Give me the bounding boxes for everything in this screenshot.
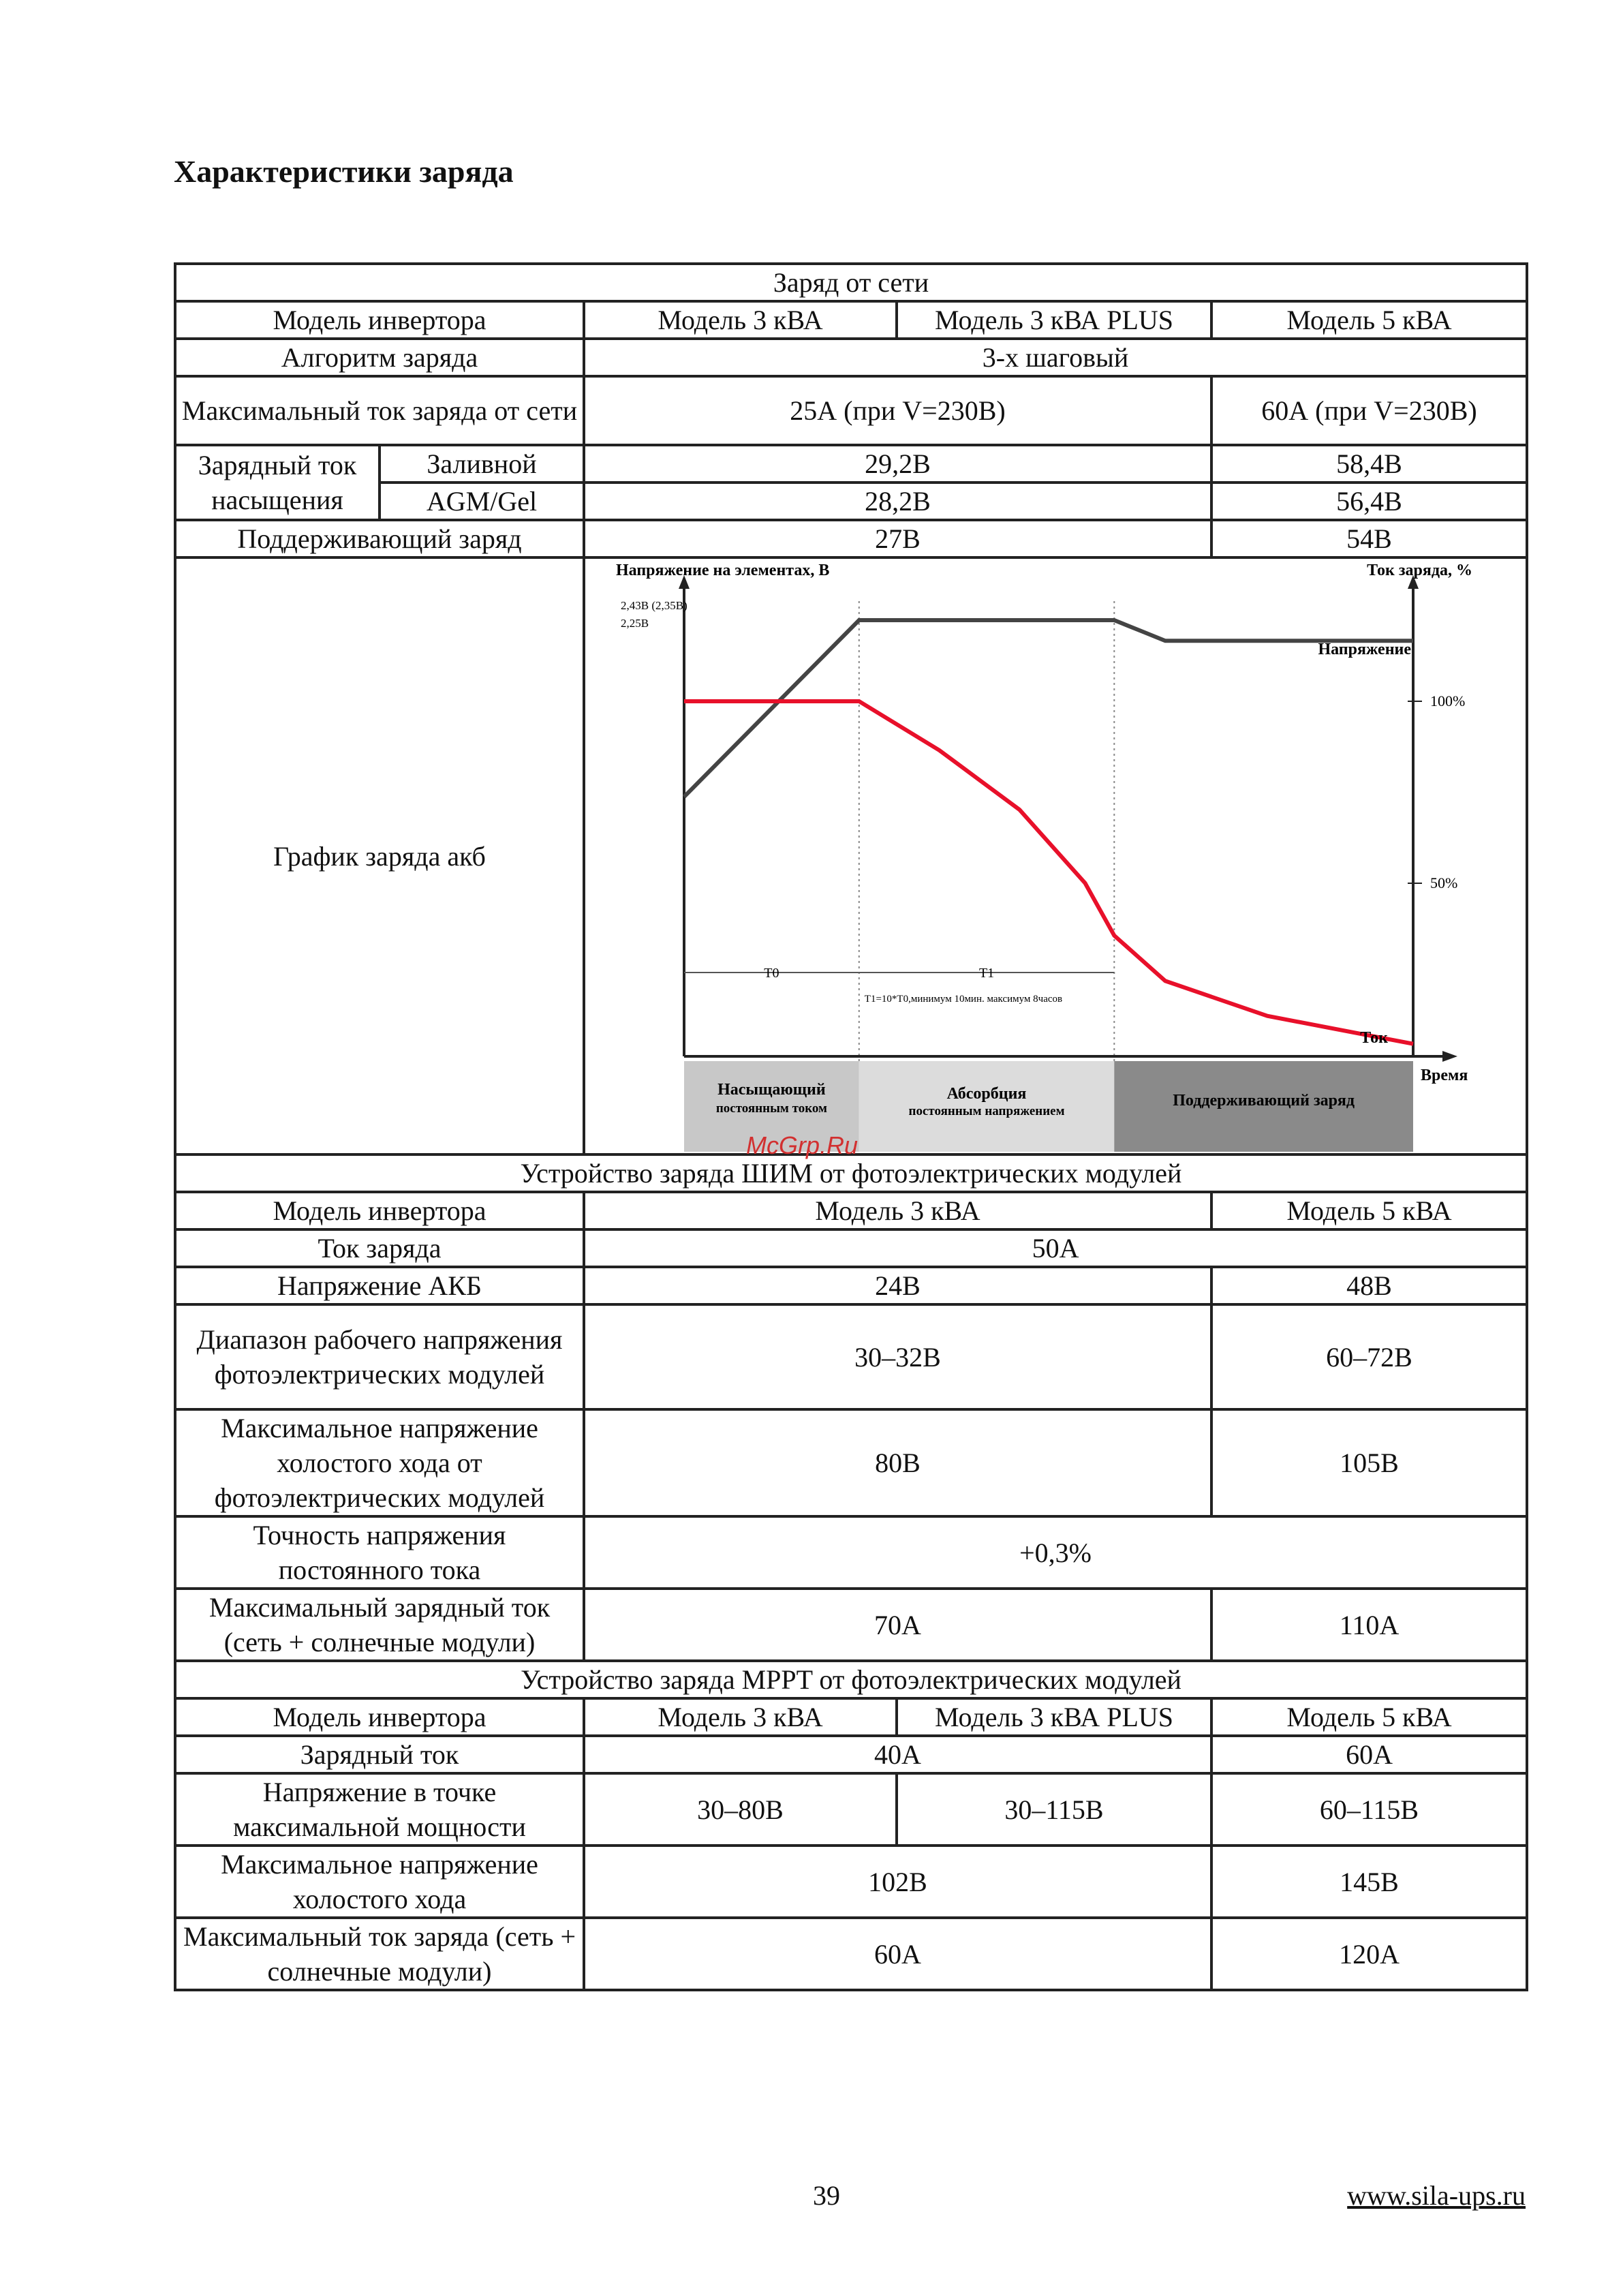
mppt-model-row (175, 1698, 1527, 1736)
grid-model-3kva-plus: Модель 3 кВА PLUS (897, 301, 1211, 339)
mppt-section-header: Устройство заряда MPPT от фотоэлектрических модулей (175, 1661, 1527, 1698)
y-tick-left-high: 2,43В (2,35В) (621, 599, 687, 612)
series-current-label: Ток (1360, 1029, 1388, 1047)
series-current (684, 701, 1413, 1044)
page-number: 39 (813, 2180, 840, 2211)
grid-float-row (175, 520, 1527, 557)
pwm-battery-voltage-label: Напряжение АКБ (175, 1267, 584, 1304)
pwm-accuracy-value: +0,3% (584, 1516, 1527, 1589)
interval-t1-label: T1 (978, 966, 995, 981)
mppt-section-header-row (175, 1661, 1527, 1698)
pwm-open-circuit-5kva: 105В (1211, 1409, 1527, 1516)
mppt-max-current-row (175, 1918, 1527, 1990)
mppt-model-3kva-plus: Модель 3 кВА PLUS (897, 1698, 1211, 1736)
pwm-model-5kva: Модель 5 кВА (1211, 1192, 1527, 1229)
interval-t0-label: T0 (764, 966, 779, 981)
phase-label-bulk: Насыщающий (717, 1081, 826, 1099)
pwm-open-circuit-row (175, 1409, 1527, 1516)
pwm-max-current-5kva: 110А (1211, 1589, 1527, 1661)
grid-section-header-row (175, 264, 1527, 301)
grid-float-label: Поддерживающий заряд (175, 520, 584, 557)
pwm-section-header: Устройство заряда ШИМ от фотоэлектрических модулей (175, 1154, 1527, 1192)
mppt-open-circuit-3kva: 102В (584, 1846, 1211, 1918)
grid-model-3kva: Модель 3 кВА (584, 301, 897, 339)
grid-max-current-5kva: 60А (при V=230В) (1211, 376, 1527, 445)
site-url-link[interactable]: www.sila-ups.ru (1347, 2180, 1526, 2211)
phase-sub-bulk: постоянным током (715, 1101, 827, 1116)
grid-flooded-label: Заливной (380, 445, 584, 483)
mppt-mpp-row (175, 1773, 1527, 1846)
pwm-pv-range-3kva: 30–32В (584, 1304, 1211, 1409)
grid-agm-label: AGM/Gel (380, 483, 584, 520)
mppt-mpp-3kva: 30–80В (584, 1773, 897, 1846)
pwm-model-label: Модель инвертора (175, 1192, 584, 1229)
grid-flooded-row (175, 445, 1527, 483)
y-tick-left-low: 2,25В (621, 617, 649, 630)
chart-cell (584, 557, 1527, 1154)
grid-saturation-label: Зарядный ток насыщения (175, 445, 380, 520)
mppt-open-circuit-5kva: 145В (1211, 1846, 1527, 1918)
grid-algorithm-value: 3-х шаговый (584, 339, 1527, 376)
pwm-max-current-label: Максимальный зарядный ток (сеть + солнечные модули) (175, 1589, 584, 1661)
pwm-section-header-row (175, 1154, 1527, 1192)
mppt-current-5kva: 60А (1211, 1736, 1527, 1773)
pwm-battery-voltage-5kva: 48В (1211, 1267, 1527, 1304)
y-axis-left-label: Напряжение на элементах, В (616, 562, 830, 579)
pwm-pv-range-5kva: 60–72В (1211, 1304, 1527, 1409)
pwm-max-current-3kva: 70А (584, 1589, 1211, 1661)
x-axis-label: Время (1421, 1067, 1468, 1084)
mppt-model-3kva: Модель 3 кВА (584, 1698, 897, 1736)
pwm-model-row (175, 1192, 1527, 1229)
page-title: Характеристики заряда (174, 154, 514, 189)
phase-label-float: Поддерживающий заряд (1173, 1092, 1355, 1109)
interval-note: T1=10*T0,минимум 10мин. максимум 8часов (864, 994, 1063, 1005)
mppt-current-3kva: 40А (584, 1736, 1211, 1773)
pwm-battery-voltage-row (175, 1267, 1527, 1304)
grid-float-5kva: 54В (1211, 520, 1527, 557)
grid-model-row (175, 301, 1527, 339)
y-tick-right-100-label: 100% (1430, 692, 1466, 709)
grid-max-current-label: Максимальный ток заряда от сети (175, 376, 584, 445)
grid-flooded-3kva: 29,2В (584, 445, 1211, 483)
mppt-max-current-5kva: 120А (1211, 1918, 1527, 1990)
grid-model-label: Модель инвертора (175, 301, 584, 339)
phase-sub-absorption: постоянным напряжением (908, 1104, 1065, 1118)
mppt-max-current-3kva: 60А (584, 1918, 1211, 1990)
grid-agm-5kva: 56,4В (1211, 483, 1527, 520)
grid-agm-3kva: 28,2В (584, 483, 1211, 520)
mppt-model-label: Модель инвертора (175, 1698, 584, 1736)
mppt-model-5kva: Модель 5 кВА (1211, 1698, 1527, 1736)
grid-max-current-row (175, 376, 1527, 445)
pwm-open-circuit-label: Максимальное напряжение холостого хода от фотоэлектрических модулей (175, 1409, 584, 1516)
mppt-mpp-5kva: 60–115В (1211, 1773, 1527, 1846)
mppt-open-circuit-row (175, 1846, 1527, 1918)
x-axis-arrow (1442, 1051, 1457, 1062)
pwm-model-3kva: Модель 3 кВА (584, 1192, 1211, 1229)
pwm-open-circuit-3kva: 80В (584, 1409, 1211, 1516)
pwm-pv-range-row (175, 1304, 1527, 1409)
y-axis-right-label: Ток заряда, % (1367, 562, 1472, 579)
grid-chart-row (175, 557, 1527, 1154)
pwm-pv-range-label: Диапазон рабочего напряжения фотоэлектрических модулей (175, 1304, 584, 1409)
charge-chart (585, 560, 1528, 1152)
pwm-current-label: Ток заряда (175, 1229, 584, 1267)
series-voltage (684, 620, 1413, 797)
mppt-current-row (175, 1736, 1527, 1773)
pwm-accuracy-row (175, 1516, 1527, 1589)
grid-model-5kva: Модель 5 кВА (1211, 301, 1527, 339)
pwm-accuracy-label: Точность напряжения постоянного тока (175, 1516, 584, 1589)
mppt-max-current-label: Максимальный ток заряда (сеть + солнечные модули) (175, 1918, 584, 1990)
mppt-mpp-label: Напряжение в точке максимальной мощности (175, 1773, 584, 1846)
pwm-current-row (175, 1229, 1527, 1267)
grid-algorithm-row (175, 339, 1527, 376)
chart-label: График заряда акб (175, 557, 584, 1154)
mppt-mpp-3kva-plus: 30–115В (897, 1773, 1211, 1846)
mppt-open-circuit-label: Максимальное напряжение холостого хода (175, 1846, 584, 1918)
grid-flooded-5kva: 58,4В (1211, 445, 1527, 483)
charging-spec-table (174, 262, 1528, 1991)
series-voltage-label: Напряжение (1318, 641, 1411, 658)
watermark: McGrp.Ru (746, 1131, 859, 1159)
grid-float-3kva: 27В (584, 520, 1211, 557)
grid-max-current-3kva: 25А (при V=230В) (584, 376, 1211, 445)
phase-label-absorption: Абсорбция (946, 1085, 1027, 1103)
grid-section-header: Заряд от сети (175, 264, 1527, 301)
pwm-battery-voltage-3kva: 24В (584, 1267, 1211, 1304)
pwm-current-value: 50А (584, 1229, 1527, 1267)
y-tick-right-50-label: 50% (1430, 874, 1458, 891)
pwm-max-current-row (175, 1589, 1527, 1661)
grid-algorithm-label: Алгоритм заряда (175, 339, 584, 376)
mppt-current-label: Зарядный ток (175, 1736, 584, 1773)
